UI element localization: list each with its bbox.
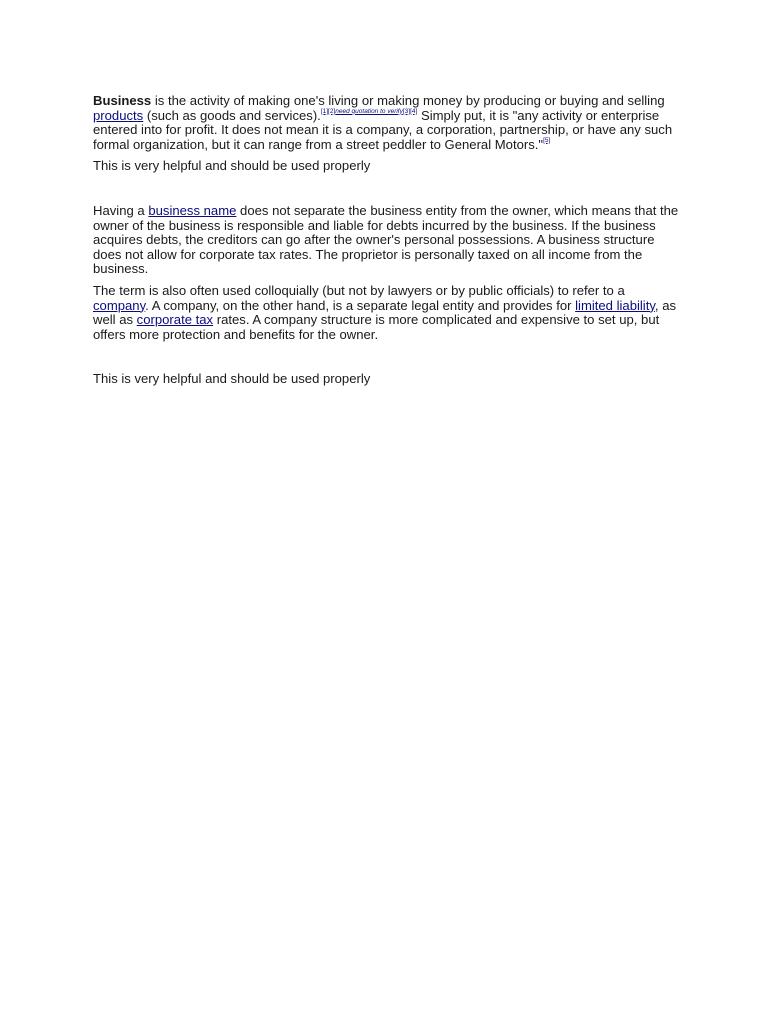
need-quotation-link[interactable]: need quotation to verify [335,107,403,115]
citation-group [543,137,550,144]
citation-5-link[interactable]: [5] [543,136,551,144]
text-segment: rates. A company structure is more complicated and expensive to set up, but offers more protection and benefits for the owner. [93,312,660,342]
paragraph-company [93,284,681,342]
paragraph-business-definition [93,94,681,152]
link-products[interactable]: products [93,107,144,123]
note-helpful-2: This is very helpful and should be used properly [93,371,371,387]
citation-group [321,108,418,115]
text-segment: Having a [93,202,149,218]
text-segment: , as well as [93,297,677,328]
text-segment: does not separate the business entity from the owner, which means that the owner of the business is responsible and liable for debts incurred by the business. If the business acquires debts, the creditors can go after the owner's personal possessions. A business structure does not allow for corporate tax rates. The proprietor is personally taxed on all income from the business. [93,202,679,277]
document-body [93,94,681,387]
link-business-name[interactable]: business name [148,202,237,218]
link-company[interactable]: company [93,297,146,313]
paragraph-business-name [93,204,681,277]
note-helpful-1: This is very helpful and should be used properly [93,158,371,174]
term-business: Business [93,93,152,108]
text-segment: is the activity of making one's living or making money by producing or buying and selling [151,93,665,108]
citation-3-link[interactable]: [3] [402,107,411,115]
text-segment: (such as goods and services). [143,107,321,123]
citation-2-link[interactable]: [2] [328,107,336,115]
text-segment: Simply put, it is "any activity or enterprise entered into for profit. It does not mean it is a company, a corporation, partnership, or have any such formal organization, but it can range from a street peddler to General Motors." [93,107,673,152]
link-corporate-tax[interactable]: corporate tax [136,312,214,328]
text-segment: . A company, on the other hand, is a separate legal entity and provides for [145,297,576,313]
citation-4-link[interactable]: [4] [410,107,418,115]
link-limited-liability[interactable]: limited liability [575,297,655,313]
text-segment: The term is also often used colloquially (but not by lawyers or by public officials) to refer to a [93,282,625,298]
citation-1-link[interactable]: [1] [320,107,329,115]
